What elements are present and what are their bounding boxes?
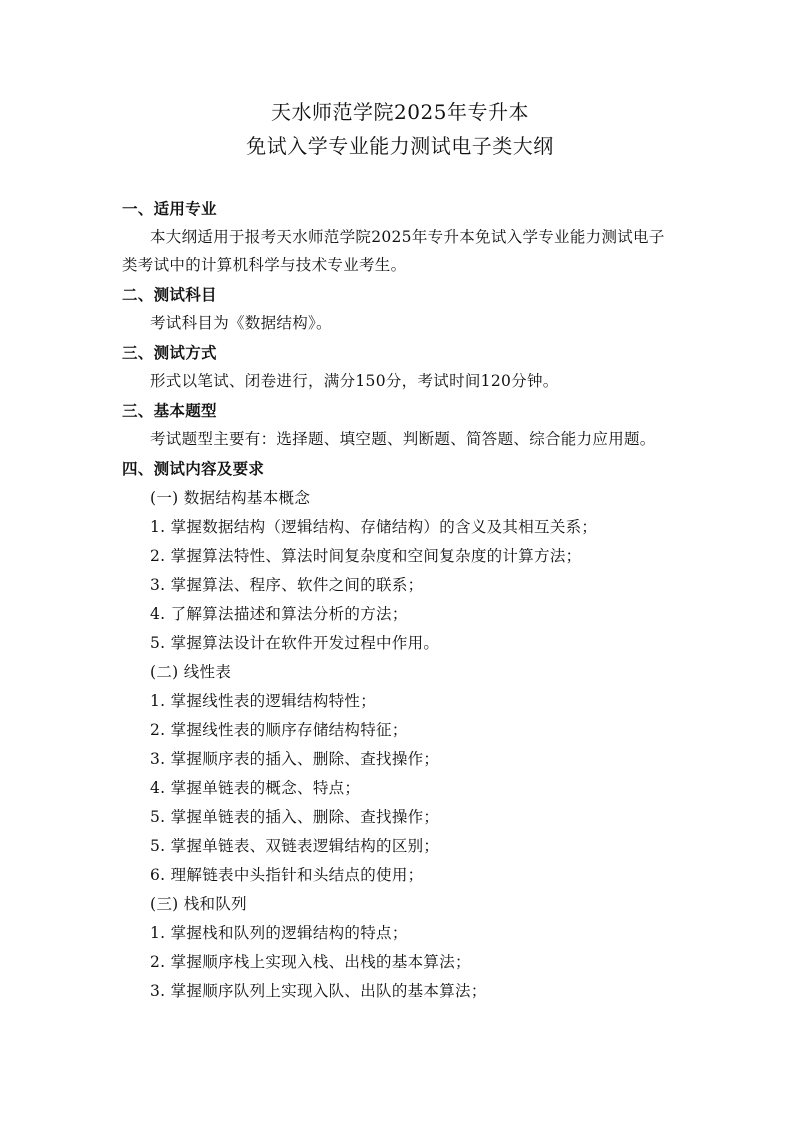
subsection-heading: (二) 线性表 bbox=[150, 663, 232, 681]
list-item: 2. 掌握线性表的顺序存储结构特征； bbox=[150, 721, 408, 739]
paragraph-line: 考试题型主要有：选择题、填空题、判断题、简答题、综合能力应用题。 bbox=[150, 430, 656, 448]
section-heading: 一、适用专业 bbox=[122, 200, 217, 218]
list-item: 5. 掌握单链表的插入、删除、查找操作； bbox=[150, 808, 440, 826]
list-item: 4. 了解算法描述和算法分析的方法； bbox=[150, 605, 408, 623]
document-title-line-2: 免试入学专业能力测试电子类大纲 bbox=[246, 134, 554, 158]
list-item: 1. 掌握线性表的逻辑结构特性； bbox=[150, 692, 377, 710]
list-item: 3. 掌握顺序队列上实现入队、出队的基本算法； bbox=[150, 982, 487, 1000]
list-item: 3. 掌握顺序表的插入、删除、查找操作； bbox=[150, 750, 440, 768]
section-heading: 二、测试科目 bbox=[122, 286, 217, 304]
paragraph-line: 类考试中的计算机科学与技术专业考生。 bbox=[122, 256, 407, 274]
subsection-heading: (一) 数据结构基本概念 bbox=[150, 489, 311, 507]
section-heading: 三、基本题型 bbox=[122, 402, 217, 420]
list-item: 3. 掌握算法、程序、软件之间的联系； bbox=[150, 576, 424, 594]
list-item: 2. 掌握算法特性、算法时间复杂度和空间复杂度的计算方法； bbox=[150, 547, 582, 565]
list-item: 2. 掌握顺序栈上实现入栈、出栈的基本算法； bbox=[150, 953, 471, 971]
list-item: 4. 掌握单链表的概念、特点； bbox=[150, 779, 361, 797]
list-item: 5. 掌握算法设计在软件开发过程中作用。 bbox=[150, 634, 440, 652]
subsection-heading: (三) 栈和队列 bbox=[150, 895, 247, 913]
section-heading: 三、测试方式 bbox=[122, 344, 217, 362]
list-item: 1. 掌握数据结构（逻辑结构、存储结构）的含义及其相互关系； bbox=[150, 518, 598, 536]
paragraph-line: 本大纲适用于报考天水师范学院2025年专升本免试入学专业能力测试电子 bbox=[150, 228, 665, 246]
paragraph-line: 形式以笔试、闭卷进行，满分150分，考试时间120分钟。 bbox=[150, 372, 559, 390]
section-heading: 四、测试内容及要求 bbox=[122, 460, 265, 478]
list-item: 1. 掌握栈和队列的逻辑结构的特点； bbox=[150, 924, 408, 942]
list-item: 6. 理解链表中头指针和头结点的使用； bbox=[150, 866, 424, 884]
paragraph-line: 考试科目为《数据结构》。 bbox=[150, 314, 332, 332]
document-title-line-1: 天水师范学院2025年专升本 bbox=[271, 100, 529, 124]
list-item: 5. 掌握单链表、双链表逻辑结构的区别； bbox=[150, 837, 440, 855]
